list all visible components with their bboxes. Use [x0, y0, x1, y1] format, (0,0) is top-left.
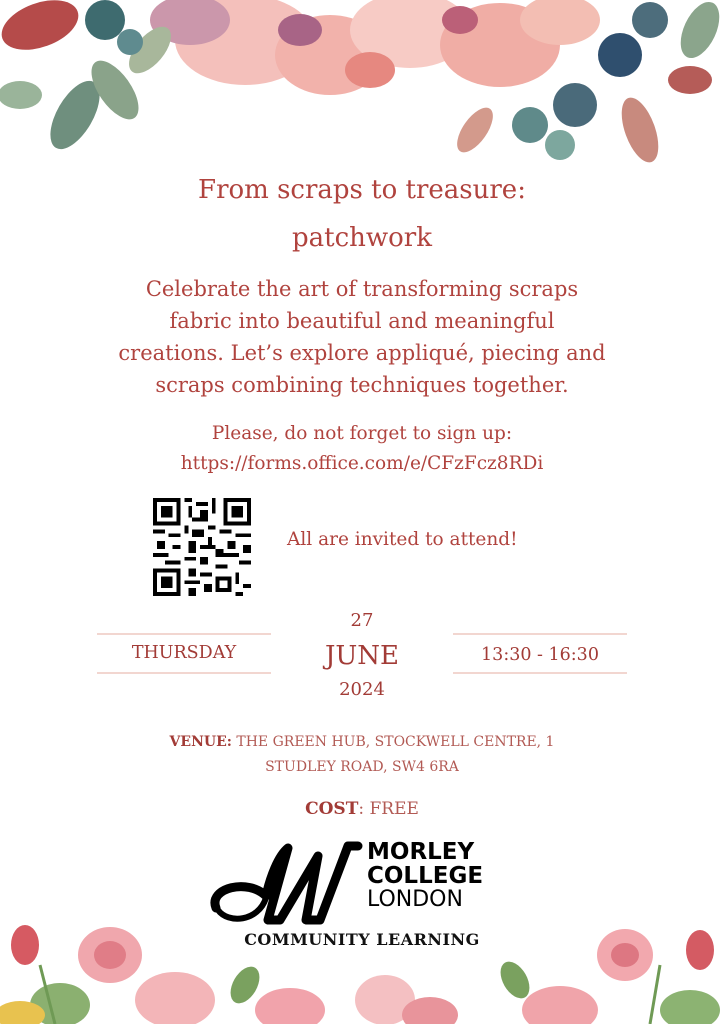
- event-time: 13:30 - 16:30: [481, 645, 599, 665]
- bottom-floral-decoration: [0, 905, 724, 1024]
- cost-label: COST: [305, 799, 359, 819]
- description-line: fabric into beautiful and meaningful: [169, 309, 555, 333]
- venue: [0, 730, 724, 780]
- signup-prompt: Please, do not forget to sign up:: [211, 423, 513, 444]
- divider-rule: [453, 672, 627, 674]
- description-line: creations. Let’s explore appliqué, piecing and: [118, 341, 606, 365]
- event-weekday: THURSDAY: [131, 643, 237, 663]
- event-month: JUNE: [324, 641, 400, 671]
- logo-line-3: LONDON: [367, 887, 463, 912]
- title-line-1: From scraps to treasure:: [198, 175, 526, 205]
- description-line: scraps combining techniques together.: [155, 373, 569, 397]
- cost: [0, 799, 724, 819]
- community-learning-tagline: COMMUNITY LEARNING: [244, 930, 480, 949]
- cost-value: : FREE: [358, 799, 419, 819]
- event-year: 2024: [339, 679, 385, 700]
- logo-line-2: COLLEGE: [367, 863, 484, 889]
- divider-rule: [97, 672, 271, 674]
- invite-text: All are invited to attend!: [287, 529, 518, 550]
- divider-rule: [97, 633, 271, 635]
- signup-link[interactable]: https://forms.office.com/e/CFzFcz8RDi: [180, 453, 544, 474]
- venue-line-2: STUDLEY ROAD, SW4 6RA: [265, 759, 459, 775]
- description-line: Celebrate the art of transforming scraps: [145, 277, 579, 301]
- venue-line-1: THE GREEN HUB, STOCKWELL CENTRE, 1: [231, 734, 555, 750]
- description: [0, 273, 724, 401]
- logo-line-1: MORLEY: [367, 839, 475, 865]
- qr-code[interactable]: [153, 498, 251, 596]
- divider-rule: [453, 633, 627, 635]
- top-floral-decoration: [0, 0, 724, 175]
- event-day: 27: [350, 610, 374, 631]
- venue-label: VENUE:: [169, 734, 232, 750]
- title-line-2: patchwork: [292, 223, 432, 253]
